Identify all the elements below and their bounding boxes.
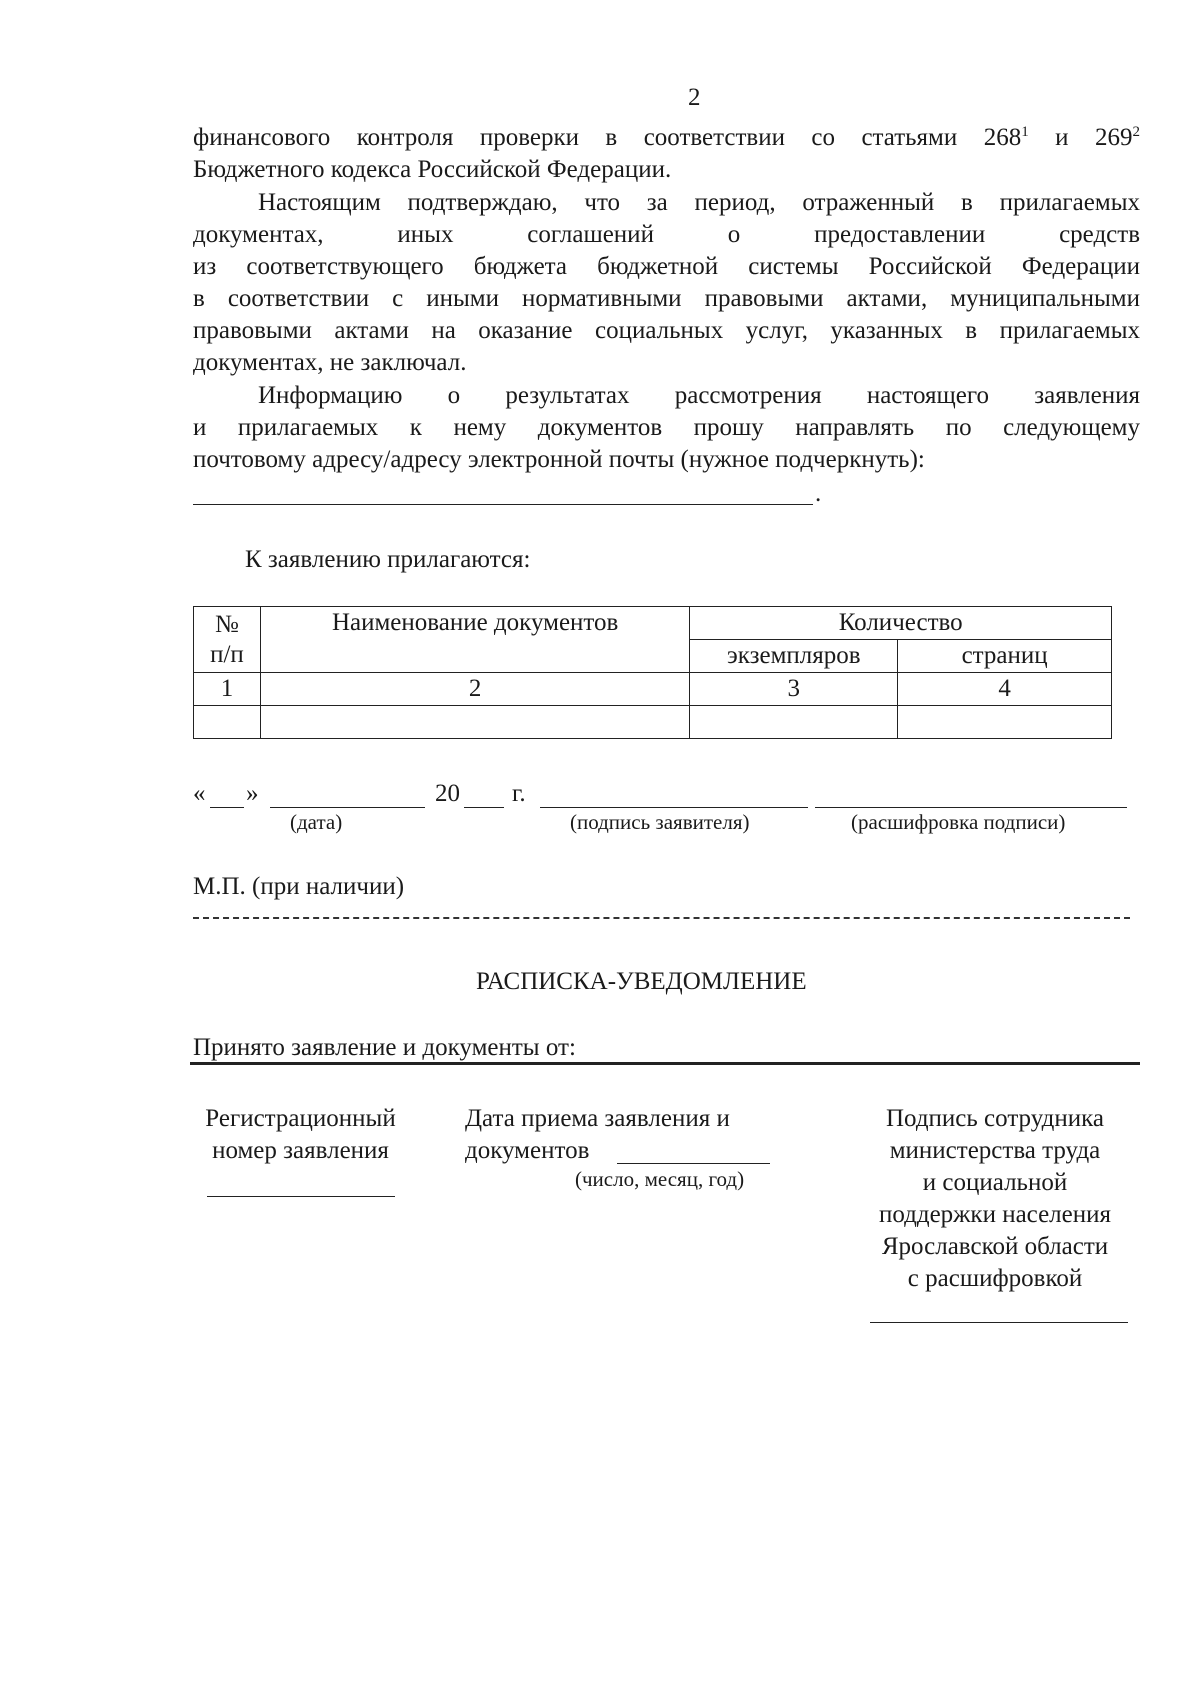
cut-line	[193, 917, 1130, 919]
header-copies: экземпляров	[690, 640, 898, 673]
table-cell: 3	[690, 673, 898, 706]
paragraph-3-line-3: почтовому адресу/адресу электронной почты (нужное подчеркнуть):	[193, 446, 925, 473]
attachments-intro: К заявлению прилагаются:	[245, 546, 531, 573]
paragraph-1-line-1: финансового контроля проверки в соответствии со статьями $268^1$ и $269^2$	[193, 124, 1141, 151]
table-row	[194, 706, 1112, 739]
paragraph-1-line-2: Бюджетного кодекса Российской Федерации.	[193, 156, 672, 183]
table-cell: 1	[194, 673, 261, 706]
paragraph-3-line-1: Информацию о результатах рассмотрения настоящего заявления	[258, 382, 1140, 409]
paragraph-2-line-4: в соответствии с иными нормативными правовыми актами, муниципальными	[193, 285, 1140, 312]
received-from-label: Принято заявление и документы от:	[193, 1034, 576, 1061]
table-cell	[194, 706, 261, 739]
article-268: 268	[983, 124, 1022, 151]
received-from-line	[190, 1062, 1140, 1065]
paragraph-2-line-1: Настоящим подтверждаю, что за период, отраженный в прилагаемых	[258, 189, 1140, 216]
signature-decode-caption: (расшифровка подписи)	[851, 810, 1066, 834]
reg-number-label: Регистрационный номер заявления	[205, 1105, 396, 1164]
header-quantity: Количество	[690, 607, 1112, 640]
address-blank-line	[193, 504, 813, 505]
date-quote-close: »	[246, 780, 259, 807]
page-number: 2	[688, 84, 701, 111]
date-received-blank-line	[617, 1163, 770, 1164]
stamp-label: М.П. (при наличии)	[193, 873, 405, 900]
date-caption: (дата)	[290, 810, 343, 834]
employee-signature-label: Подпись сотрудника министерства труда и социальной поддержки населения Ярославской области с расшифровкой	[878, 1105, 1112, 1292]
employee-signature-blank-line	[870, 1322, 1128, 1323]
article-269: 269	[1095, 124, 1133, 151]
header-number: № п/п	[194, 607, 261, 673]
table-cell	[690, 706, 898, 739]
address-line-period: .	[815, 480, 822, 507]
date-quote-open: «	[193, 780, 206, 807]
paragraph-2-line-5: правовыми актами на оказание социальных услуг, указанных в прилагаемых	[193, 317, 1140, 344]
paragraph-3-line-2: и прилагаемых к нему документов прошу направлять по следующему	[193, 414, 1140, 441]
header-pages: страниц	[898, 640, 1112, 673]
receipt-title: РАСПИСКА-УВЕДОМЛЕНИЕ	[476, 968, 807, 995]
table-cell	[260, 706, 689, 739]
day-blank-line	[210, 807, 244, 808]
attachments-table	[193, 606, 1112, 739]
reg-number-blank-line	[207, 1196, 395, 1197]
paragraph-2-line-6: документах, не заключал.	[193, 349, 467, 376]
table-cell: 2	[260, 673, 689, 706]
table-header-row	[194, 607, 1112, 640]
year-suffix: г.	[512, 780, 526, 807]
date-received-caption: (число, месяц, год)	[575, 1167, 745, 1191]
paragraph-2-line-3: из соответствующего бюджета бюджетной системы Российской Федерации	[193, 253, 1140, 280]
header-document-name: Наименование документов	[260, 607, 689, 673]
paragraph-2-line-2: документах, иных соглашений о предоставлении средств	[193, 221, 1140, 248]
signature-caption: (подпись заявителя)	[570, 810, 750, 834]
signature-decode-blank-line	[815, 807, 1127, 808]
signature-blank-line	[540, 807, 808, 808]
date-received-label: Дата приема заявления и документов	[465, 1105, 730, 1164]
year-prefix: 20	[435, 780, 460, 807]
table-numbering-row	[194, 673, 1112, 706]
table-cell	[898, 706, 1112, 739]
table-cell: 4	[898, 673, 1112, 706]
article-269-superscript: 2	[1132, 124, 1141, 140]
article-268-superscript: 1	[1021, 124, 1029, 140]
year-blank-line	[464, 807, 504, 808]
month-blank-line	[270, 807, 425, 808]
